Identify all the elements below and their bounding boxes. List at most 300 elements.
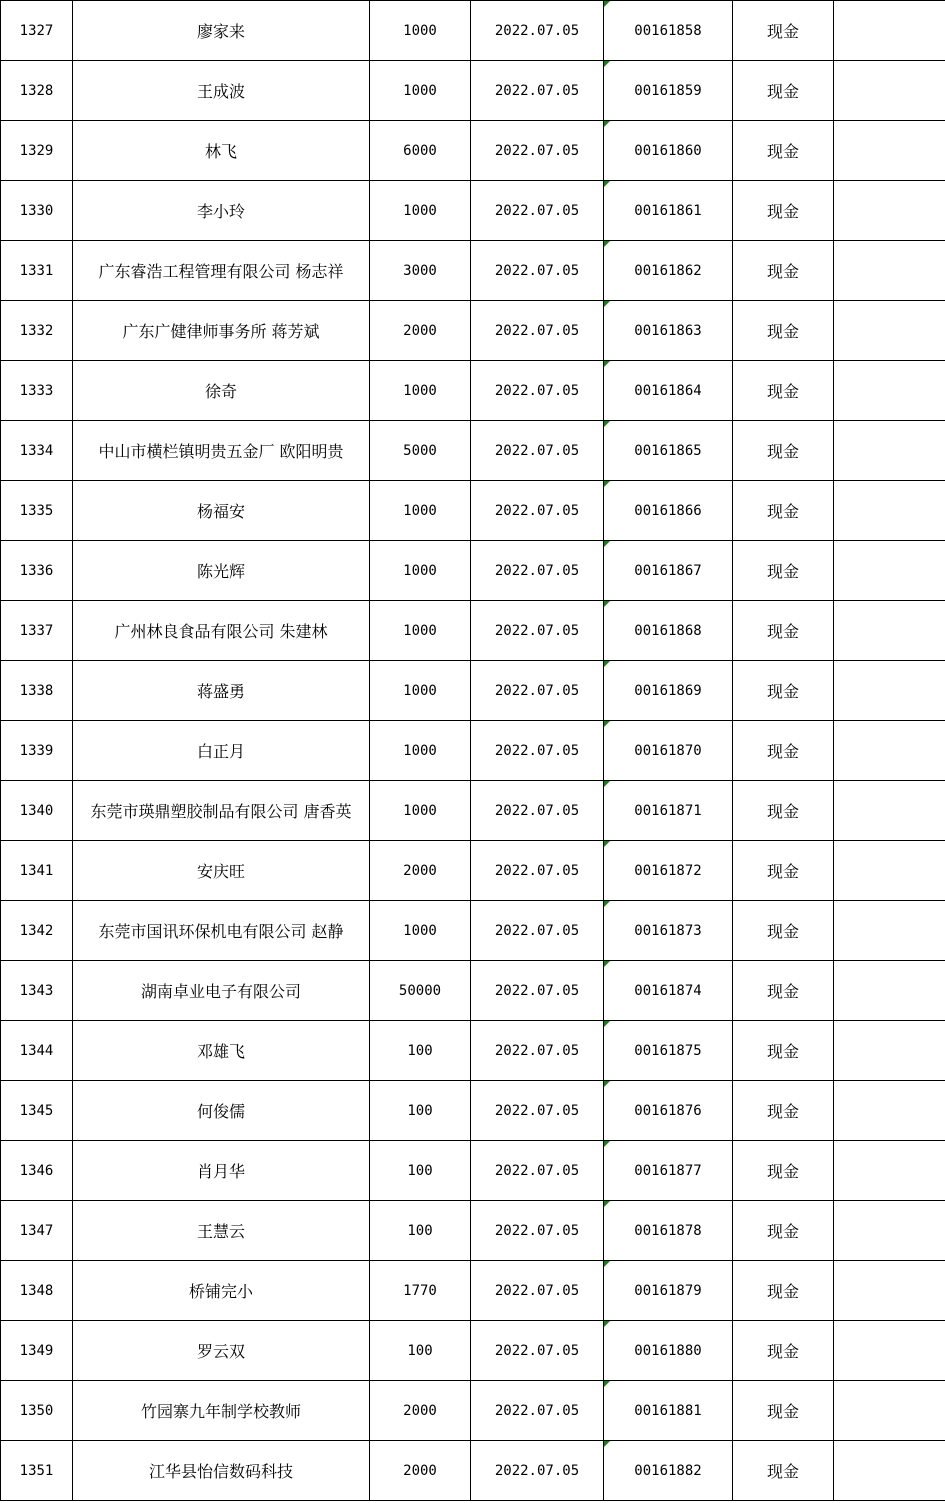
cell-date — [471, 601, 604, 661]
cell-receipt-number-text: 00161876 — [634, 1102, 702, 1119]
cell-sequence-number-text: 1340 — [19, 802, 54, 819]
cell-date — [471, 61, 604, 121]
cell-payment-method — [733, 61, 834, 121]
cell-receipt-number-text: 00161860 — [634, 142, 702, 159]
cell-amount — [370, 721, 471, 781]
cell-donor-name-text: 广州林良食品有限公司 朱建林 — [114, 622, 328, 641]
cell-amount — [370, 121, 471, 181]
cell-sequence-number — [1, 1141, 73, 1201]
cell-receipt-number-text: 00161861 — [634, 202, 702, 219]
cell-sequence-number-text: 1351 — [19, 1462, 54, 1479]
cell-donor-name-text: 东莞市瑛鼎塑胶制品有限公司 唐香英 — [90, 802, 352, 821]
text-format-flag-icon — [604, 901, 610, 907]
cell-payment-method — [733, 1, 834, 61]
cell-receipt-number-text: 00161874 — [634, 982, 702, 999]
cell-amount — [370, 1141, 471, 1201]
cell-donor-name-text: 广东睿浩工程管理有限公司 杨志祥 — [98, 262, 344, 281]
cell-amount-text: 1770 — [403, 1282, 437, 1299]
table-row — [1, 121, 945, 181]
cell-donor-name — [73, 301, 370, 361]
cell-payment-method-text: 现金 — [766, 1102, 799, 1121]
cell-date-text: 2022.07.05 — [494, 682, 580, 699]
cell-donor-name-text: 廖家来 — [196, 22, 245, 41]
cell-payment-method — [733, 1261, 834, 1321]
table-row — [1, 1381, 945, 1441]
cell-payment-method — [733, 961, 834, 1021]
cell-payment-method-text: 现金 — [766, 1222, 799, 1241]
cell-amount-text: 1000 — [403, 22, 437, 39]
cell-date-text: 2022.07.05 — [494, 1282, 580, 1299]
cell-payment-method-text: 现金 — [766, 1042, 799, 1061]
cell-sequence-number-text: 1336 — [19, 562, 54, 579]
cell-date-text: 2022.07.05 — [494, 1462, 580, 1479]
cell-date-text: 2022.07.05 — [494, 382, 580, 399]
cell-amount-text: 2000 — [403, 1402, 437, 1419]
cell-payment-method — [733, 781, 834, 841]
cell-donor-name-text: 李小玲 — [196, 202, 245, 221]
cell-amount — [370, 421, 471, 481]
cell-receipt-number — [604, 901, 733, 961]
cell-receipt-number — [604, 1141, 733, 1201]
cell-amount-text: 1000 — [403, 802, 437, 819]
cell-sequence-number-text: 1327 — [19, 22, 54, 39]
cell-sequence-number-text: 1335 — [19, 502, 54, 519]
cell-sequence-number-text: 1332 — [19, 322, 54, 339]
cell-note — [834, 961, 945, 1021]
cell-sequence-number — [1, 1321, 73, 1381]
table-row — [1, 1201, 945, 1261]
cell-note — [834, 121, 945, 181]
cell-sequence-number-text: 1333 — [19, 382, 54, 399]
cell-donor-name — [73, 1201, 370, 1261]
cell-note — [834, 1321, 945, 1381]
cell-donor-name — [73, 181, 370, 241]
cell-donor-name — [73, 901, 370, 961]
cell-note — [834, 1081, 945, 1141]
cell-sequence-number — [1, 1381, 73, 1441]
table-row — [1, 661, 945, 721]
cell-donor-name — [73, 421, 370, 481]
cell-amount — [370, 361, 471, 421]
table-row — [1, 901, 945, 961]
text-format-flag-icon — [604, 841, 610, 847]
cell-sequence-number — [1, 301, 73, 361]
cell-receipt-number-text: 00161865 — [634, 442, 702, 459]
cell-sequence-number-text: 1329 — [19, 142, 54, 159]
table-row — [1, 181, 945, 241]
cell-donor-name — [73, 1441, 370, 1501]
cell-sequence-number-text: 1331 — [19, 262, 54, 279]
cell-receipt-number-text: 00161864 — [634, 382, 702, 399]
cell-receipt-number-text: 00161858 — [634, 22, 702, 39]
cell-note — [834, 1441, 945, 1501]
cell-date-text: 2022.07.05 — [494, 1102, 580, 1119]
cell-note — [834, 361, 945, 421]
cell-payment-method-text: 现金 — [766, 1342, 799, 1361]
cell-receipt-number-text: 00161862 — [634, 262, 702, 279]
cell-sequence-number — [1, 121, 73, 181]
cell-donor-name-text: 广东广健律师事务所 蒋芳斌 — [122, 322, 320, 341]
table-row — [1, 721, 945, 781]
cell-payment-method — [733, 1021, 834, 1081]
cell-amount-text: 2000 — [403, 862, 437, 879]
cell-amount — [370, 181, 471, 241]
cell-sequence-number — [1, 661, 73, 721]
cell-payment-method — [733, 241, 834, 301]
cell-payment-method-text: 现金 — [766, 562, 799, 581]
cell-amount — [370, 241, 471, 301]
cell-receipt-number-text: 00161866 — [634, 502, 702, 519]
text-format-flag-icon — [604, 1261, 610, 1267]
cell-donor-name-text: 江华县怡信数码科技 — [148, 1462, 293, 1481]
cell-payment-method — [733, 721, 834, 781]
cell-date — [471, 301, 604, 361]
cell-amount-text: 1000 — [403, 382, 437, 399]
cell-receipt-number-text: 00161868 — [634, 622, 702, 639]
table-row — [1, 241, 945, 301]
text-format-flag-icon — [604, 541, 610, 547]
cell-donor-name-text: 陈光辉 — [196, 562, 245, 581]
cell-receipt-number — [604, 1321, 733, 1381]
table-body — [1, 1, 945, 1501]
text-format-flag-icon — [604, 1021, 610, 1027]
cell-sequence-number — [1, 361, 73, 421]
cell-sequence-number — [1, 541, 73, 601]
cell-receipt-number — [604, 1381, 733, 1441]
cell-amount-text: 1000 — [403, 742, 437, 759]
cell-receipt-number — [604, 121, 733, 181]
table-row — [1, 1081, 945, 1141]
table-row — [1, 481, 945, 541]
cell-note — [834, 1021, 945, 1081]
cell-amount — [370, 781, 471, 841]
cell-donor-name-text: 王成波 — [196, 82, 245, 101]
cell-amount — [370, 1261, 471, 1321]
cell-payment-method-text: 现金 — [766, 622, 799, 641]
cell-payment-method-text: 现金 — [766, 1162, 799, 1181]
cell-amount — [370, 601, 471, 661]
cell-date — [471, 841, 604, 901]
cell-payment-method — [733, 301, 834, 361]
cell-donor-name — [73, 1021, 370, 1081]
cell-donor-name — [73, 781, 370, 841]
text-format-flag-icon — [604, 361, 610, 367]
cell-sequence-number — [1, 241, 73, 301]
cell-sequence-number-text: 1345 — [19, 1102, 54, 1119]
cell-donor-name — [73, 601, 370, 661]
cell-note — [834, 901, 945, 961]
cell-sequence-number — [1, 721, 73, 781]
cell-date — [471, 901, 604, 961]
cell-amount-text: 100 — [407, 1342, 433, 1359]
cell-amount — [370, 541, 471, 601]
cell-amount — [370, 1021, 471, 1081]
cell-note — [834, 1381, 945, 1441]
cell-donor-name — [73, 841, 370, 901]
cell-payment-method-text: 现金 — [766, 142, 799, 161]
cell-note — [834, 541, 945, 601]
cell-receipt-number — [604, 601, 733, 661]
cell-note — [834, 241, 945, 301]
cell-date-text: 2022.07.05 — [494, 1222, 580, 1239]
cell-payment-method — [733, 1201, 834, 1261]
cell-sequence-number — [1, 781, 73, 841]
cell-note — [834, 481, 945, 541]
cell-payment-method-text: 现金 — [766, 1402, 799, 1421]
cell-amount — [370, 481, 471, 541]
cell-amount-text: 1000 — [403, 202, 437, 219]
cell-sequence-number — [1, 1021, 73, 1081]
cell-date-text: 2022.07.05 — [494, 22, 580, 39]
cell-note — [834, 181, 945, 241]
table-row — [1, 1021, 945, 1081]
cell-date-text: 2022.07.05 — [494, 1042, 580, 1059]
cell-payment-method — [733, 841, 834, 901]
cell-sequence-number-text: 1334 — [19, 442, 54, 459]
cell-receipt-number — [604, 781, 733, 841]
cell-sequence-number — [1, 1081, 73, 1141]
cell-amount-text: 100 — [407, 1042, 433, 1059]
cell-amount-text: 3000 — [403, 262, 437, 279]
cell-amount — [370, 901, 471, 961]
cell-donor-name — [73, 661, 370, 721]
cell-note — [834, 781, 945, 841]
cell-date-text: 2022.07.05 — [494, 82, 580, 99]
cell-payment-method — [733, 1141, 834, 1201]
cell-receipt-number-text: 00161869 — [634, 682, 702, 699]
cell-sequence-number-text: 1341 — [19, 862, 54, 879]
cell-date — [471, 1141, 604, 1201]
cell-date — [471, 1321, 604, 1381]
table-row — [1, 961, 945, 1021]
cell-donor-name-text: 王慧云 — [196, 1222, 245, 1241]
cell-sequence-number-text: 1330 — [19, 202, 54, 219]
cell-sequence-number-text: 1346 — [19, 1162, 54, 1179]
cell-date-text: 2022.07.05 — [494, 742, 580, 759]
cell-donor-name — [73, 481, 370, 541]
cell-donor-name-text: 桥铺完小 — [188, 1282, 253, 1301]
cell-amount-text: 6000 — [403, 142, 437, 159]
cell-date-text: 2022.07.05 — [494, 1342, 580, 1359]
cell-amount — [370, 1081, 471, 1141]
cell-amount-text: 100 — [407, 1162, 433, 1179]
cell-receipt-number — [604, 961, 733, 1021]
cell-date-text: 2022.07.05 — [494, 622, 580, 639]
cell-payment-method — [733, 121, 834, 181]
cell-donor-name — [73, 1141, 370, 1201]
cell-note — [834, 301, 945, 361]
cell-donor-name — [73, 1261, 370, 1321]
cell-payment-method-text: 现金 — [766, 1282, 799, 1301]
cell-sequence-number — [1, 1261, 73, 1321]
cell-date-text: 2022.07.05 — [494, 1162, 580, 1179]
cell-date — [471, 1081, 604, 1141]
cell-receipt-number-text: 00161882 — [634, 1462, 702, 1479]
cell-receipt-number — [604, 61, 733, 121]
text-format-flag-icon — [604, 781, 610, 787]
cell-payment-method — [733, 541, 834, 601]
cell-date-text: 2022.07.05 — [494, 922, 580, 939]
table-row — [1, 361, 945, 421]
cell-note — [834, 1261, 945, 1321]
cell-sequence-number — [1, 61, 73, 121]
table-row — [1, 1321, 945, 1381]
cell-date — [471, 1381, 604, 1441]
cell-payment-method-text: 现金 — [766, 742, 799, 761]
text-format-flag-icon — [604, 121, 610, 127]
cell-payment-method-text: 现金 — [766, 22, 799, 41]
cell-note — [834, 1201, 945, 1261]
cell-receipt-number — [604, 421, 733, 481]
cell-donor-name-text: 安庆旺 — [196, 862, 245, 881]
cell-payment-method-text: 现金 — [766, 382, 799, 401]
cell-donor-name — [73, 1381, 370, 1441]
cell-amount-text: 1000 — [403, 622, 437, 639]
cell-sequence-number-text: 1349 — [19, 1342, 54, 1359]
cell-date — [471, 1441, 604, 1501]
cell-amount-text: 2000 — [403, 1462, 437, 1479]
cell-receipt-number — [604, 721, 733, 781]
cell-donor-name-text: 何俊儒 — [196, 1102, 245, 1121]
cell-receipt-number-text: 00161859 — [634, 82, 702, 99]
cell-receipt-number — [604, 1441, 733, 1501]
cell-sequence-number-text: 1328 — [19, 82, 54, 99]
text-format-flag-icon — [604, 661, 610, 667]
text-format-flag-icon — [604, 301, 610, 307]
cell-sequence-number-text: 1339 — [19, 742, 54, 759]
cell-sequence-number-text: 1337 — [19, 622, 54, 639]
cell-donor-name — [73, 1, 370, 61]
cell-sequence-number — [1, 1201, 73, 1261]
table-row — [1, 1261, 945, 1321]
text-format-flag-icon — [604, 721, 610, 727]
cell-date — [471, 361, 604, 421]
cell-receipt-number-text: 00161873 — [634, 922, 702, 939]
table-row — [1, 601, 945, 661]
cell-receipt-number-text: 00161863 — [634, 322, 702, 339]
cell-note — [834, 601, 945, 661]
cell-sequence-number — [1, 481, 73, 541]
cell-amount — [370, 1321, 471, 1381]
text-format-flag-icon — [604, 1201, 610, 1207]
cell-date-text: 2022.07.05 — [494, 1402, 580, 1419]
cell-date-text: 2022.07.05 — [494, 142, 580, 159]
cell-donor-name — [73, 121, 370, 181]
cell-date-text: 2022.07.05 — [494, 502, 580, 519]
cell-payment-method — [733, 601, 834, 661]
cell-sequence-number — [1, 1441, 73, 1501]
cell-date — [471, 1021, 604, 1081]
cell-date — [471, 721, 604, 781]
cell-sequence-number — [1, 901, 73, 961]
table-row — [1, 61, 945, 121]
table-row — [1, 421, 945, 481]
cell-date — [471, 181, 604, 241]
table-row — [1, 1441, 945, 1501]
text-format-flag-icon — [604, 181, 610, 187]
cell-receipt-number — [604, 841, 733, 901]
cell-receipt-number-text: 00161877 — [634, 1162, 702, 1179]
cell-sequence-number-text: 1348 — [19, 1282, 54, 1299]
cell-amount — [370, 661, 471, 721]
cell-donor-name — [73, 721, 370, 781]
cell-sequence-number — [1, 841, 73, 901]
cell-payment-method — [733, 1381, 834, 1441]
cell-payment-method-text: 现金 — [766, 1462, 799, 1481]
cell-sequence-number — [1, 181, 73, 241]
cell-receipt-number — [604, 481, 733, 541]
cell-sequence-number — [1, 421, 73, 481]
cell-amount-text: 100 — [407, 1102, 433, 1119]
table-row — [1, 1141, 945, 1201]
table-row — [1, 841, 945, 901]
text-format-flag-icon — [604, 1381, 610, 1387]
cell-donor-name-text: 东莞市国讯环保机电有限公司 赵静 — [98, 922, 344, 941]
table-row — [1, 541, 945, 601]
text-format-flag-icon — [604, 421, 610, 427]
cell-payment-method-text: 现金 — [766, 682, 799, 701]
cell-date — [471, 961, 604, 1021]
cell-date-text: 2022.07.05 — [494, 202, 580, 219]
cell-date — [471, 781, 604, 841]
cell-donor-name — [73, 361, 370, 421]
cell-donor-name-text: 罗云双 — [196, 1342, 245, 1361]
cell-date-text: 2022.07.05 — [494, 562, 580, 579]
cell-note — [834, 721, 945, 781]
cell-payment-method-text: 现金 — [766, 982, 799, 1001]
cell-donor-name — [73, 61, 370, 121]
text-format-flag-icon — [604, 241, 610, 247]
cell-payment-method-text: 现金 — [766, 262, 799, 281]
cell-amount-text: 1000 — [403, 502, 437, 519]
cell-receipt-number — [604, 541, 733, 601]
cell-note — [834, 661, 945, 721]
cell-donor-name-text: 杨福安 — [196, 502, 245, 521]
cell-receipt-number — [604, 1081, 733, 1141]
cell-payment-method-text: 现金 — [766, 202, 799, 221]
cell-sequence-number — [1, 601, 73, 661]
cell-receipt-number — [604, 181, 733, 241]
cell-receipt-number — [604, 301, 733, 361]
cell-date — [471, 241, 604, 301]
cell-sequence-number-text: 1350 — [19, 1402, 54, 1419]
cell-date-text: 2022.07.05 — [494, 862, 580, 879]
cell-sequence-number — [1, 1, 73, 61]
cell-donor-name-text: 邓雄飞 — [196, 1042, 245, 1061]
cell-date-text: 2022.07.05 — [494, 802, 580, 819]
text-format-flag-icon — [604, 481, 610, 487]
cell-payment-method-text: 现金 — [766, 502, 799, 521]
cell-receipt-number — [604, 1201, 733, 1261]
cell-amount — [370, 841, 471, 901]
cell-donor-name-text: 林飞 — [204, 142, 237, 161]
cell-note — [834, 61, 945, 121]
cell-donor-name — [73, 961, 370, 1021]
cell-amount-text: 1000 — [403, 82, 437, 99]
cell-receipt-number — [604, 1261, 733, 1321]
cell-note — [834, 1141, 945, 1201]
cell-payment-method-text: 现金 — [766, 82, 799, 101]
cell-amount-text: 2000 — [403, 322, 437, 339]
cell-date — [471, 481, 604, 541]
cell-amount — [370, 1, 471, 61]
cell-amount — [370, 961, 471, 1021]
cell-donor-name-text: 竹园寨九年制学校教师 — [140, 1402, 301, 1421]
cell-date-text: 2022.07.05 — [494, 262, 580, 279]
cell-receipt-number-text: 00161872 — [634, 862, 702, 879]
cell-amount-text: 1000 — [403, 922, 437, 939]
cell-payment-method — [733, 1081, 834, 1141]
